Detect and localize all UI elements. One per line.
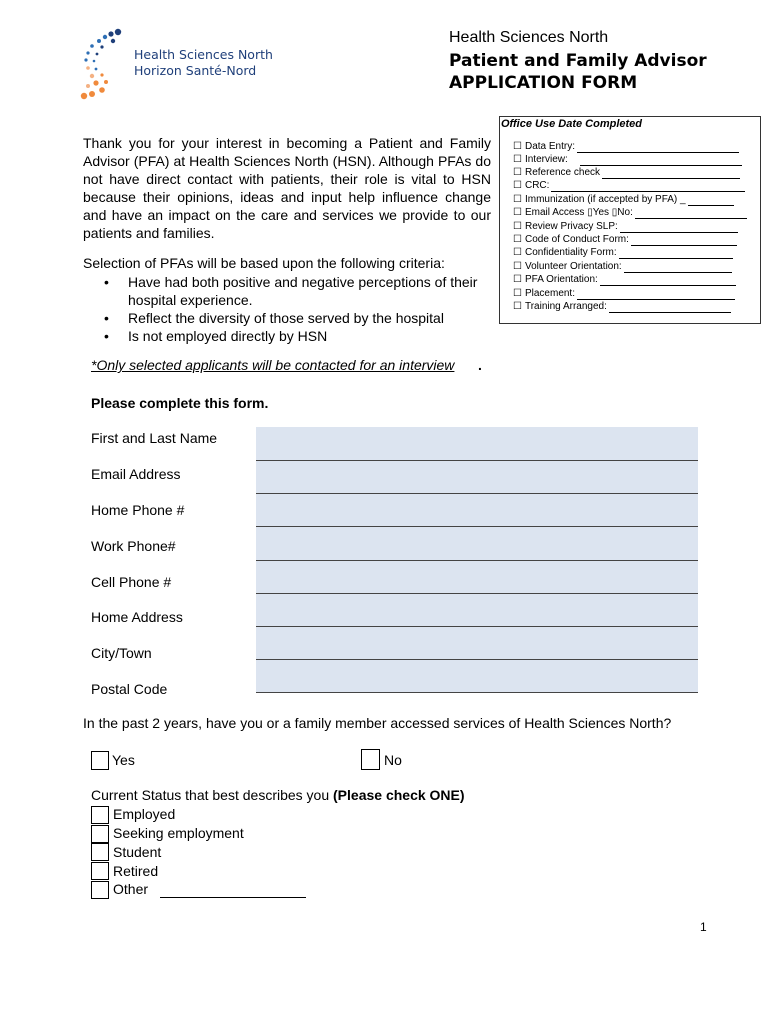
postal-code-label: Postal Code <box>91 681 168 697</box>
logo-wordmark <box>134 47 273 79</box>
cell-phone-field[interactable] <box>256 561 698 594</box>
fill-line[interactable] <box>577 143 739 153</box>
home-phone-field[interactable] <box>256 494 698 527</box>
office-item-review-privacy[interactable] <box>513 220 738 233</box>
checkbox-icon[interactable]: ☐ <box>513 167 522 178</box>
form-instruction: Please complete this form. <box>91 395 269 411</box>
yes-checkbox[interactable] <box>91 751 109 770</box>
logo-line-english: Health Sciences North <box>134 47 273 62</box>
services-question: In the past 2 years, have you or a family member accessed services of Health Sciences North? <box>83 715 672 731</box>
fill-line[interactable] <box>635 209 747 219</box>
seeking-employment-label: Seeking employment <box>113 825 244 841</box>
logo-dots <box>81 29 121 99</box>
checkbox-icon[interactable]: ☐ <box>513 234 522 245</box>
home-address-field[interactable] <box>256 594 698 627</box>
checkbox-icon[interactable]: ☐ <box>513 221 522 232</box>
fill-line[interactable] <box>602 169 740 179</box>
office-item-crc[interactable] <box>513 179 745 192</box>
no-checkbox[interactable] <box>361 749 380 770</box>
office-item-label: Code of Conduct Form: <box>524 234 629 245</box>
status-question <box>91 787 465 803</box>
work-phone-label: Work Phone# <box>91 538 176 554</box>
checkbox-icon[interactable]: ☐ <box>513 301 522 312</box>
office-item-label: Interview: <box>524 154 568 165</box>
checkbox-icon[interactable]: ☐ <box>513 180 522 191</box>
page-subtitle: APPLICATION FORM <box>449 73 638 93</box>
office-item-label: Confidentiality Form: <box>524 247 617 258</box>
office-item-label: CRC: <box>524 180 550 191</box>
home-address-label: Home Address <box>91 609 183 625</box>
office-item-label: Volunteer Orientation: <box>524 261 622 272</box>
status-question-emphasis: (Please check ONE) <box>333 787 465 803</box>
header-org: Health Sciences North <box>449 29 609 46</box>
fill-line[interactable] <box>551 182 745 192</box>
office-item-placement[interactable] <box>513 287 735 300</box>
office-item-volunteer-orientation[interactable] <box>513 260 732 273</box>
employed-checkbox[interactable] <box>91 806 109 824</box>
criteria-item: • Reflect the diversity of those served by the hospital <box>104 309 498 327</box>
fill-line[interactable] <box>619 249 733 259</box>
criteria-list <box>104 273 498 345</box>
checkbox-icon[interactable]: ☐ <box>513 261 522 272</box>
retired-label: Retired <box>113 863 159 879</box>
office-item-data-entry[interactable] <box>513 140 739 153</box>
office-item-label: Reference check <box>524 167 601 178</box>
office-item-label: Placement: <box>524 288 575 299</box>
fill-line[interactable] <box>600 276 736 286</box>
checkbox-icon[interactable]: ☐ <box>513 274 522 285</box>
office-item-reference-check[interactable] <box>513 166 740 179</box>
seeking-employment-checkbox[interactable] <box>91 825 109 843</box>
criteria-intro: Selection of PFAs will be based upon the following criteria: <box>83 255 445 271</box>
office-item-pfa-orientation[interactable] <box>513 273 736 286</box>
interview-note: *Only selected applicants will be contacted for an interview <box>91 357 455 373</box>
no-label: No <box>384 752 402 768</box>
student-checkbox[interactable] <box>91 843 109 861</box>
intro-paragraph: Thank you for your interest in becoming a Patient and Family Advisor (PFA) at Health Sciences North (HSN). Although PFAs do not have direct contact with patients, their role is vital to HSN because their opinions, ideas and input help influence change and have an impact on the care and services we provide to our patients and families. <box>83 135 491 241</box>
name-label: First and Last Name <box>91 430 218 446</box>
fill-line[interactable] <box>631 236 737 246</box>
email-label: Email Address <box>91 466 181 482</box>
office-use-title: Office Use Date Completed <box>501 118 643 130</box>
criteria-item: • Is not employed directly by HSN <box>104 327 498 345</box>
office-item-label: Immunization (if accepted by PFA) _ <box>524 194 686 205</box>
yes-label: Yes <box>112 752 135 768</box>
fill-line[interactable] <box>609 303 731 313</box>
city-label: City/Town <box>91 645 152 661</box>
office-item-label: Email Access ▯Yes ▯No: <box>524 207 633 218</box>
office-item-label: Data Entry: <box>524 141 575 152</box>
fill-line[interactable] <box>620 223 738 233</box>
work-phone-field[interactable] <box>256 527 698 561</box>
criteria-item: • Have had both positive and negative perceptions of their hospital experience. <box>104 273 498 309</box>
other-label: Other <box>113 881 149 897</box>
retired-checkbox[interactable] <box>91 862 109 880</box>
checkbox-icon[interactable]: ☐ <box>513 154 522 165</box>
office-item-confidentiality[interactable] <box>513 246 733 259</box>
student-label: Student <box>113 844 162 860</box>
home-phone-label: Home Phone # <box>91 502 185 518</box>
checkbox-icon[interactable]: ☐ <box>513 207 522 218</box>
checkbox-icon[interactable]: ☐ <box>513 194 522 205</box>
logo-line-french: Horizon Santé-Nord <box>134 63 257 78</box>
status-question-text: Current Status that best describes you <box>91 787 334 803</box>
office-item-immunization[interactable] <box>513 193 734 206</box>
office-item-training-arranged[interactable] <box>513 300 731 313</box>
other-checkbox[interactable] <box>91 881 109 899</box>
checkbox-icon[interactable]: ☐ <box>513 288 522 299</box>
interview-note-period: . <box>478 357 482 373</box>
page-number: 1 <box>700 920 707 934</box>
office-item-label: Review Privacy SLP: <box>524 221 618 232</box>
name-field[interactable] <box>256 427 698 461</box>
checkbox-icon[interactable]: ☐ <box>513 247 522 258</box>
fill-line[interactable] <box>577 290 735 300</box>
email-field[interactable] <box>256 461 698 494</box>
checkbox-icon[interactable]: ☐ <box>513 141 522 152</box>
office-item-email-access[interactable] <box>513 206 747 219</box>
city-field[interactable] <box>256 627 698 660</box>
fill-line[interactable] <box>688 196 734 206</box>
page-title: Patient and Family Advisor <box>449 51 707 71</box>
office-item-label: Training Arranged: <box>524 301 607 312</box>
office-item-label: PFA Orientation: <box>524 274 598 285</box>
office-item-interview[interactable] <box>513 153 742 166</box>
employed-label: Employed <box>113 806 176 822</box>
office-item-code-of-conduct[interactable] <box>513 233 737 246</box>
other-specify-line[interactable] <box>160 897 306 898</box>
cell-phone-label: Cell Phone # <box>91 574 172 590</box>
fill-line[interactable] <box>580 156 742 166</box>
postal-code-field[interactable] <box>256 660 698 693</box>
fill-line[interactable] <box>624 263 732 273</box>
